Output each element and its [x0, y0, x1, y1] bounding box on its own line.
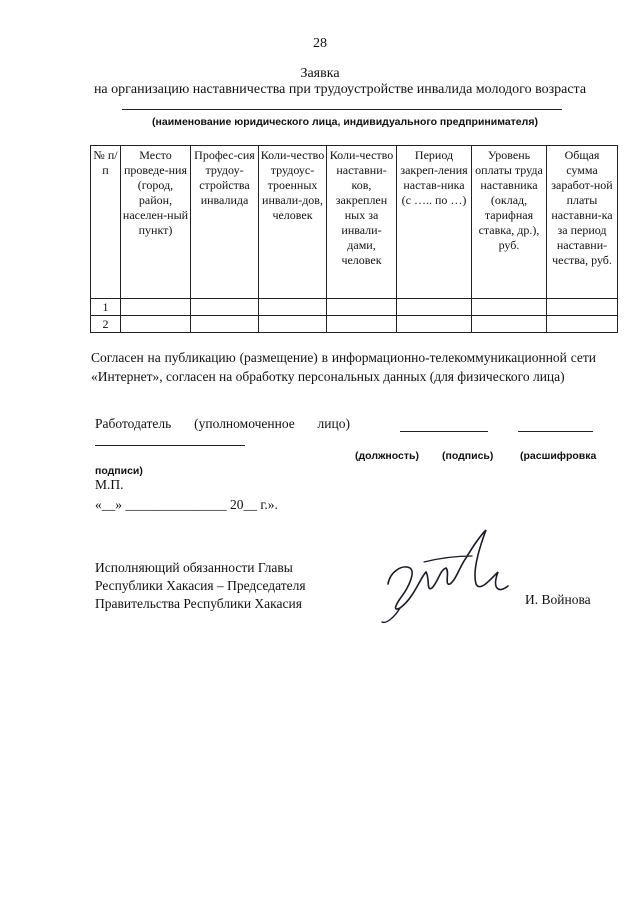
official-title-line3: Правительства Республики Хакасия [95, 596, 302, 611]
col-header-total-salary: Общая сумма заработ-ной платы наставни-ка за период наставни-чества, руб. [547, 146, 618, 299]
table-cell [547, 316, 618, 333]
table-cell [547, 299, 618, 316]
col-header-num: № п/п [91, 146, 121, 299]
stamp-place: М.П. [95, 477, 124, 492]
signature-line [95, 445, 245, 446]
table-row [91, 299, 618, 316]
document-subtitle: на организацию наставничества при трудоустройстве инвалида молодого возраста [93, 82, 587, 97]
date-line: «__» _______________ 20__ г.». [95, 497, 278, 512]
table-cell [397, 316, 472, 333]
table-cell [472, 299, 547, 316]
row-number: 2 [91, 316, 121, 333]
org-name-caption: (наименование юридического лица, индивидуального предпринимателя) [152, 116, 538, 128]
table-cell [259, 316, 327, 333]
consent-text: Согласен на публикацию (размещение) в информационно-телекоммуникационной сети «Интернет», согласен на обработку персональных данных (для физического лица) [91, 350, 596, 384]
decoding-line [518, 431, 593, 432]
table-cell [121, 316, 191, 333]
col-header-profession: Профес-сия трудоу-стройства инвалида [191, 146, 259, 299]
position-caption: (должность) [355, 450, 419, 462]
table-cell [191, 299, 259, 316]
table-cell [472, 316, 547, 333]
handwritten-signature [380, 522, 520, 627]
official-title [95, 559, 306, 613]
mentorship-table [90, 145, 618, 333]
table-cell [327, 299, 397, 316]
position-line [400, 431, 488, 432]
employer-label: Работодатель (уполномоченное лицо) [95, 416, 350, 431]
table-cell [121, 299, 191, 316]
table-cell [259, 299, 327, 316]
document-title: Заявка [300, 66, 340, 81]
page-number: 28 [313, 36, 327, 51]
table-cell [397, 299, 472, 316]
org-name-line [122, 109, 562, 110]
table-row [91, 316, 618, 333]
table-cell [191, 316, 259, 333]
col-header-place: Место проведе-ния (город, район, населен-ный пункт) [121, 146, 191, 299]
col-header-pay-level: Уровень оплаты труда наставника (оклад, тарифная ставка, др.), руб. [472, 146, 547, 299]
table-header-row [91, 146, 618, 299]
table-cell [327, 316, 397, 333]
signer-name: И. Войнова [525, 592, 591, 607]
official-title-line2: Республики Хакасия – Председателя [95, 578, 306, 593]
col-header-employed-count: Коли-чество трудоус-троенных инвали-дов, человек [259, 146, 327, 299]
decoding-caption: (расшифровка [520, 450, 597, 462]
signature-caption: (подпись) [442, 450, 494, 462]
decoding-caption-cont: подписи) [95, 465, 143, 477]
row-number: 1 [91, 299, 121, 316]
col-header-period: Период закреп-ления настав-ника (с ….. по …) [397, 146, 472, 299]
col-header-mentors-count: Коли-чество наставни-ков, закреплен ных за инвали-дами, человек [327, 146, 397, 299]
official-title-line1: Исполняющий обязанности Главы [95, 560, 293, 575]
